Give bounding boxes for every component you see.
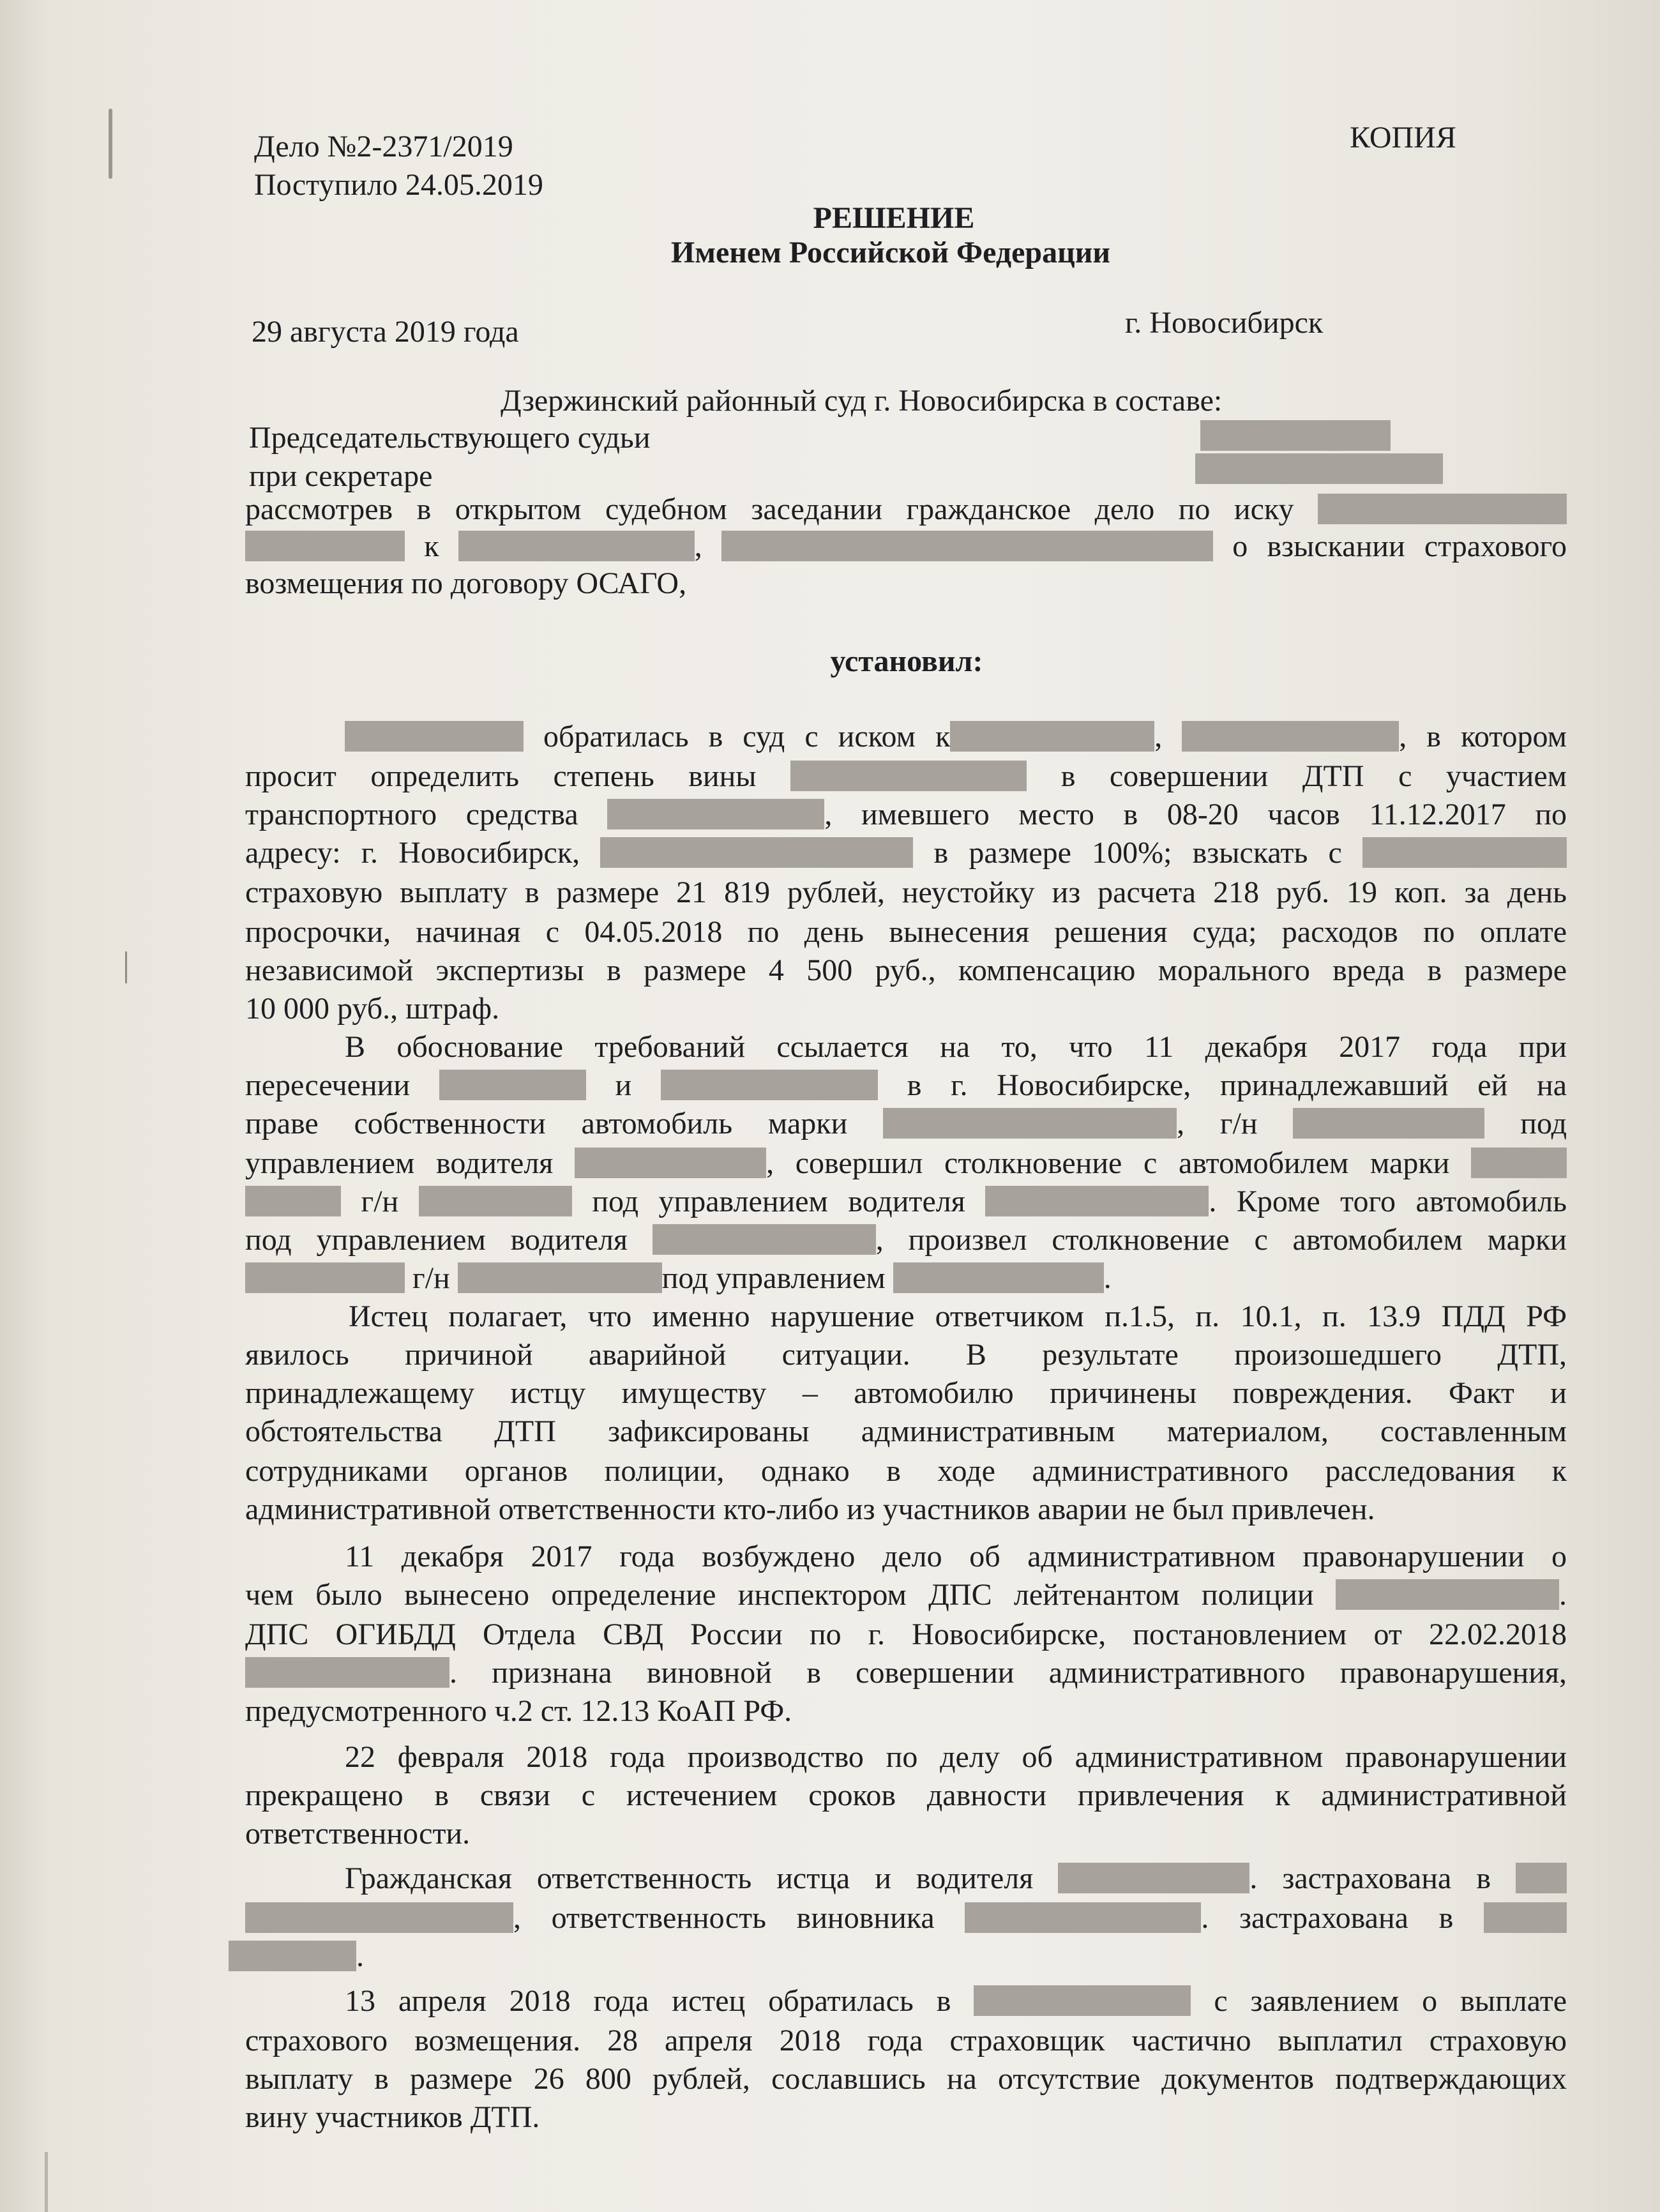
- redaction: [245, 531, 405, 561]
- redaction: [661, 1070, 878, 1100]
- redaction: [653, 1224, 876, 1255]
- text-line: Истец полагает, что именно нарушение ответчиком п.1.5, п. 10.1, п. 13.9 ПДД РФ: [349, 1299, 1567, 1333]
- text-line: явилось причиной аварийной ситуации. В результате произошедшего ДТП,: [245, 1338, 1567, 1372]
- redaction: [974, 1985, 1191, 2016]
- text-line: чем было вынесено определение инспектором ДПС лейтенантом полиции .: [245, 1578, 1567, 1612]
- redaction: [965, 1902, 1201, 1933]
- redaction: [229, 1941, 356, 1971]
- redaction: [1516, 1863, 1567, 1893]
- redaction: [458, 1262, 662, 1293]
- text-line: под управлением водителя , произвел столкновение с автомобилем марки: [245, 1223, 1567, 1257]
- redaction: [1293, 1108, 1484, 1139]
- text-line: предусмотренного ч.2 ст. 12.13 КоАП РФ.: [245, 1694, 792, 1728]
- redaction: [575, 1148, 766, 1178]
- section-heading: установил:: [830, 644, 983, 678]
- document-subtitle: Именем Российской Федерации: [670, 236, 1111, 269]
- text-line: В обоснование требований ссылается на то, что 11 декабря 2017 года при: [345, 1030, 1567, 1064]
- text-line: ответственности.: [245, 1817, 471, 1851]
- redaction: [419, 1186, 572, 1216]
- text-line: возмещения по договору ОСАГО,: [245, 566, 687, 600]
- text-line: праве собственности автомобиль марки , г/н под: [245, 1107, 1567, 1140]
- redaction: [345, 721, 524, 752]
- text-line: г/н под управлением водителя . Кроме того автомобиль: [245, 1183, 1567, 1221]
- text-line: просит определить степень вины в совершении ДТП с участием: [245, 759, 1567, 793]
- decision-city: г. Новосибирск: [1125, 306, 1324, 340]
- text-line: просрочки, начиная с 04.05.2018 по день вынесения решения суда; расходов по оплате: [245, 915, 1567, 949]
- staple-mark: [45, 2152, 48, 2212]
- text-line: прекращено в связи с истечением сроков давности привлечения к административной: [245, 1778, 1567, 1812]
- redaction: [790, 761, 1027, 791]
- text-line: административной ответственности кто-либо из участников аварии не был привлечен.: [245, 1492, 1375, 1526]
- court-composition: Дзержинский районный суд г. Новосибирска в составе:: [501, 384, 1223, 418]
- received-date: Поступило 24.05.2019: [254, 168, 543, 202]
- redaction: [1182, 721, 1399, 752]
- text-line: 22 февраля 2018 года производство по делу об административном правонарушении: [345, 1740, 1567, 1774]
- redaction: [1336, 1579, 1559, 1610]
- redaction: [1471, 1148, 1567, 1178]
- text-line: обстоятельства ДТП зафиксированы административным материалом, составленным: [245, 1414, 1567, 1448]
- redaction: [1058, 1863, 1249, 1893]
- redaction: [893, 1262, 1104, 1293]
- redaction: [1362, 837, 1567, 868]
- text-line: сотрудниками органов полиции, однако в ходе административного расследования к: [245, 1454, 1567, 1488]
- redaction: [458, 531, 695, 561]
- text-line: . признана виновной в совершении административного правонарушения,: [245, 1654, 1567, 1692]
- text-line: Гражданская ответственность истца и водителя . застрахована в: [345, 1860, 1567, 1898]
- text-line: 13 апреля 2018 года истец обратилась в с заявлением о выплате: [345, 1984, 1567, 2018]
- text-line: управлением водителя , совершил столкновение с автомобилем марки: [245, 1144, 1567, 1183]
- redaction: [950, 721, 1154, 752]
- secretary-label: при секретаре: [249, 459, 433, 493]
- redaction: [600, 837, 913, 868]
- judge-label: Председательствующего судьи: [249, 421, 651, 455]
- redaction: [1195, 453, 1443, 484]
- redaction: [1200, 420, 1391, 451]
- text-line: вину участников ДТП.: [245, 2100, 540, 2134]
- text-line: .: [229, 1937, 1550, 1976]
- text-line: ДПС ОГИБДД Отдела СВД России по г. Новосибирске, постановлением от 22.02.2018: [245, 1617, 1567, 1651]
- text-line: независимой экспертизы в размере 4 500 руб., компенсацию морального вреда в размере: [245, 953, 1567, 987]
- document-title: РЕШЕНИЕ: [813, 201, 975, 235]
- redaction: [721, 531, 1213, 561]
- text-line: страхового возмещения. 28 апреля 2018 года страховщик частично выплатил страховую: [245, 2024, 1567, 2057]
- text-line: транспортного средства , имевшего место в 08-20 часов 11.12.2017 по: [245, 798, 1567, 831]
- text-line: обратилась в суд с иском к , , в котором: [345, 718, 1567, 756]
- redaction: [245, 1262, 405, 1293]
- text-line: к , о взыскании страхового: [245, 527, 1567, 566]
- text-line: выплату в размере 26 800 рублей, сославшись на отсутствие документов подтверждающих: [245, 2062, 1567, 2096]
- text-line: 11 декабря 2017 года возбуждено дело об административном правонарушении о: [345, 1540, 1567, 1573]
- binder-mark: [125, 951, 127, 983]
- redaction: [1484, 1902, 1567, 1933]
- binder-mark: [109, 109, 112, 179]
- text-line: страховую выплату в размере 21 819 рублей, неустойку из расчета 218 руб. 19 коп. за день: [245, 875, 1567, 909]
- redaction: [439, 1070, 586, 1100]
- text-line: , ответственность виновника . застрахована в: [245, 1899, 1567, 1937]
- redaction: [245, 1902, 513, 1933]
- redaction: [245, 1186, 341, 1216]
- text-line: пересечении и в г. Новосибирске, принадлежавший ей на: [245, 1068, 1567, 1102]
- redaction: [883, 1108, 1177, 1139]
- text-line: 10 000 руб., штраф.: [245, 992, 500, 1026]
- redaction: [607, 799, 824, 830]
- text-line: принадлежащему истцу имуществу – автомобилю причинены повреждения. Факт и: [245, 1376, 1567, 1410]
- text-line: адресу: г. Новосибирск, в размере 100%; взыскать с: [245, 834, 1567, 872]
- redaction: [245, 1657, 449, 1688]
- text-line: г/н под управлением .: [245, 1259, 1567, 1298]
- text-line: рассмотрев в открытом судебном заседании гражданское дело по иску: [245, 490, 1567, 529]
- case-number: Дело №2-2371/2019: [254, 130, 513, 163]
- redaction: [985, 1186, 1209, 1216]
- copy-mark: КОПИЯ: [1350, 121, 1456, 155]
- redaction: [1318, 494, 1567, 524]
- decision-date: 29 августа 2019 года: [252, 315, 519, 349]
